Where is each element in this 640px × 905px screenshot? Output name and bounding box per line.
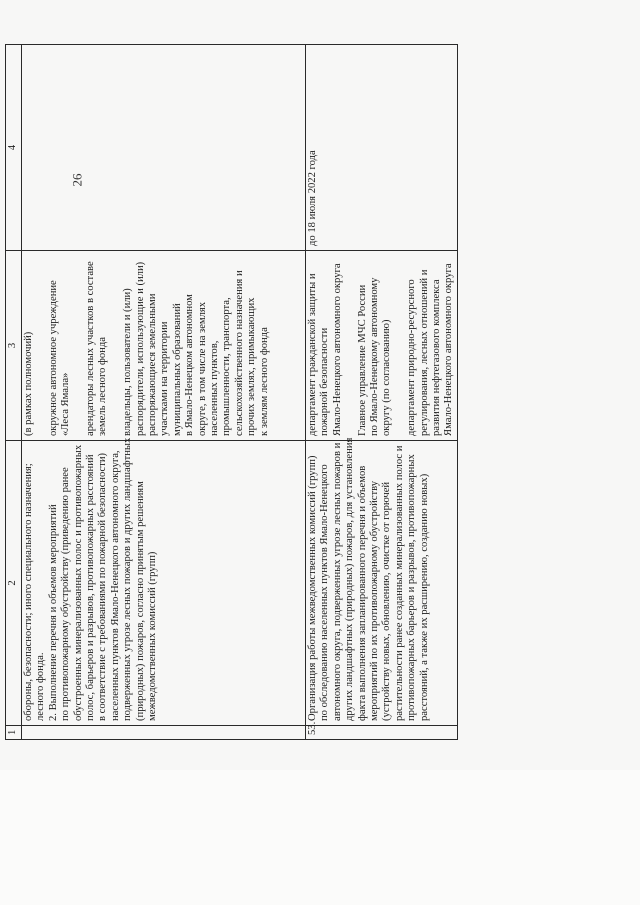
executor-line: развития нефтегазового комплекса — [431, 279, 443, 436]
executor-line: земель лесного фонда — [97, 337, 109, 436]
executor-line: муниципальных образований — [171, 303, 183, 436]
executor-line: округе, в том числе на землях — [196, 301, 208, 436]
header-col-1: 1 — [6, 726, 22, 740]
measure-line: растительности ранее созданных минерализованных полос и — [393, 445, 405, 721]
blank-line — [110, 255, 122, 436]
executor-line: владельцы, пользователи и (или) — [122, 288, 134, 436]
measure-line: обустроенных минерализованных полос и противопожарных — [72, 444, 84, 721]
measure-line: мероприятий по их противопожарному обустройству — [369, 480, 381, 721]
executors-cell — [306, 251, 458, 441]
measure-line: подверженных угрозе лесных пожаров и других ландшафтных — [122, 437, 134, 721]
measure-cell — [22, 437, 306, 726]
measure-line: расстояний, а также их расширению, созданию новых) — [418, 473, 430, 721]
header-col-3: 3 — [6, 251, 22, 441]
executors-cell — [22, 251, 306, 441]
header-col-4: 4 — [6, 45, 22, 251]
executor-line: департамент природно-ресурсного — [406, 279, 418, 436]
measure-line: (устройству новых, обновлению, очистке от горючей — [381, 481, 393, 721]
measure-line: по противопожарному обустройству (приведению ранее — [60, 467, 72, 721]
row-number-cell: 53. — [306, 726, 458, 740]
measure-line: (природных) пожаров, согласно принятым решениям — [134, 481, 146, 721]
blank-line — [73, 255, 85, 436]
executor-line: Ямало-Ненецкого автономного округа — [443, 263, 455, 436]
deadline-cell: до 18 июля 2022 года — [306, 45, 458, 251]
measure-line: по обследованию населенных пунктов Ямало-Ненецкого — [319, 464, 331, 721]
measure-line: в соответствие с требованиями по пожарной безопасности) — [97, 452, 109, 721]
rotated-table-container — [5, 45, 530, 740]
measure-line: автономного округа, подверженных угрозе лесных пожаров и — [331, 442, 343, 721]
executor-line: регулирования, лесных отношений и — [418, 269, 430, 436]
measure-line: населенных пунктов Ямало-Ненецкого автономного округа, — [109, 450, 121, 721]
measure-line: противопожарных барьеров и разрывов, противопожарных — [406, 454, 418, 721]
executor-line: Ямало-Ненецкого автономного округа — [331, 263, 343, 436]
executor-line: округу (по согласованию) — [381, 319, 393, 436]
executor-line: населенных пунктов, — [209, 340, 221, 436]
blank-line — [394, 255, 406, 436]
executor-line: Главное управление МЧС России — [356, 284, 368, 436]
page-number: 26 — [69, 173, 85, 187]
executor-line: (в рамках полномочий) — [23, 331, 34, 436]
executor-line: арендаторы лесных участков в составе — [85, 261, 96, 436]
measure-line: обороны, безопасности; иного специального назначения; — [23, 463, 34, 721]
header-col-2: 2 — [6, 441, 22, 726]
measure-line: полос, барьеров и разрывов, противопожарных расстояний — [85, 454, 97, 721]
measure-line: межведомственных комиссий (групп) — [147, 551, 159, 721]
executor-line: пожарной безопасности — [319, 327, 331, 436]
blank-line — [344, 255, 356, 436]
executor-line: распоряжающиеся земельными — [147, 293, 159, 436]
deadline-cell — [22, 45, 306, 251]
table-row — [306, 45, 458, 740]
executor-line: к землям лесного фонда — [258, 327, 270, 436]
executor-line: по Ямало-Ненецкому автономному — [369, 277, 381, 436]
measure-line: лесного фонда. — [35, 652, 47, 721]
executor-line: промышленности, транспорта, — [221, 297, 233, 436]
measure-line: других ландшафтных (природных) пожаров, для установления — [344, 437, 356, 721]
executor-line: департамент гражданской защиты и — [307, 273, 318, 436]
measure-cell — [306, 437, 458, 726]
executor-line: участками на территории — [159, 321, 171, 436]
executor-line: прочих землях, примыкающих — [246, 297, 258, 436]
executor-line: «Леса Ямала» — [60, 372, 72, 436]
executor-line: сельскохозяйственного назначения и — [233, 270, 245, 436]
table-row — [22, 45, 306, 740]
executor-line: распорядители, использующие и (или) — [134, 261, 146, 436]
measures-table — [5, 44, 458, 740]
table-header-row — [6, 45, 22, 740]
measure-line: 2. Выполнение перечня и объемов мероприятий — [47, 504, 59, 721]
executor-line: окружное автономное учреждение — [47, 280, 59, 436]
blank-line — [35, 255, 47, 436]
row-number-cell — [22, 726, 306, 740]
measure-line: факта выполнения запланированного перечня и объемов — [356, 465, 368, 721]
executor-line: в Ямало-Ненецком автономном — [184, 294, 196, 436]
measure-line: Организация работы межведомственных комиссий (групп) — [307, 455, 318, 721]
